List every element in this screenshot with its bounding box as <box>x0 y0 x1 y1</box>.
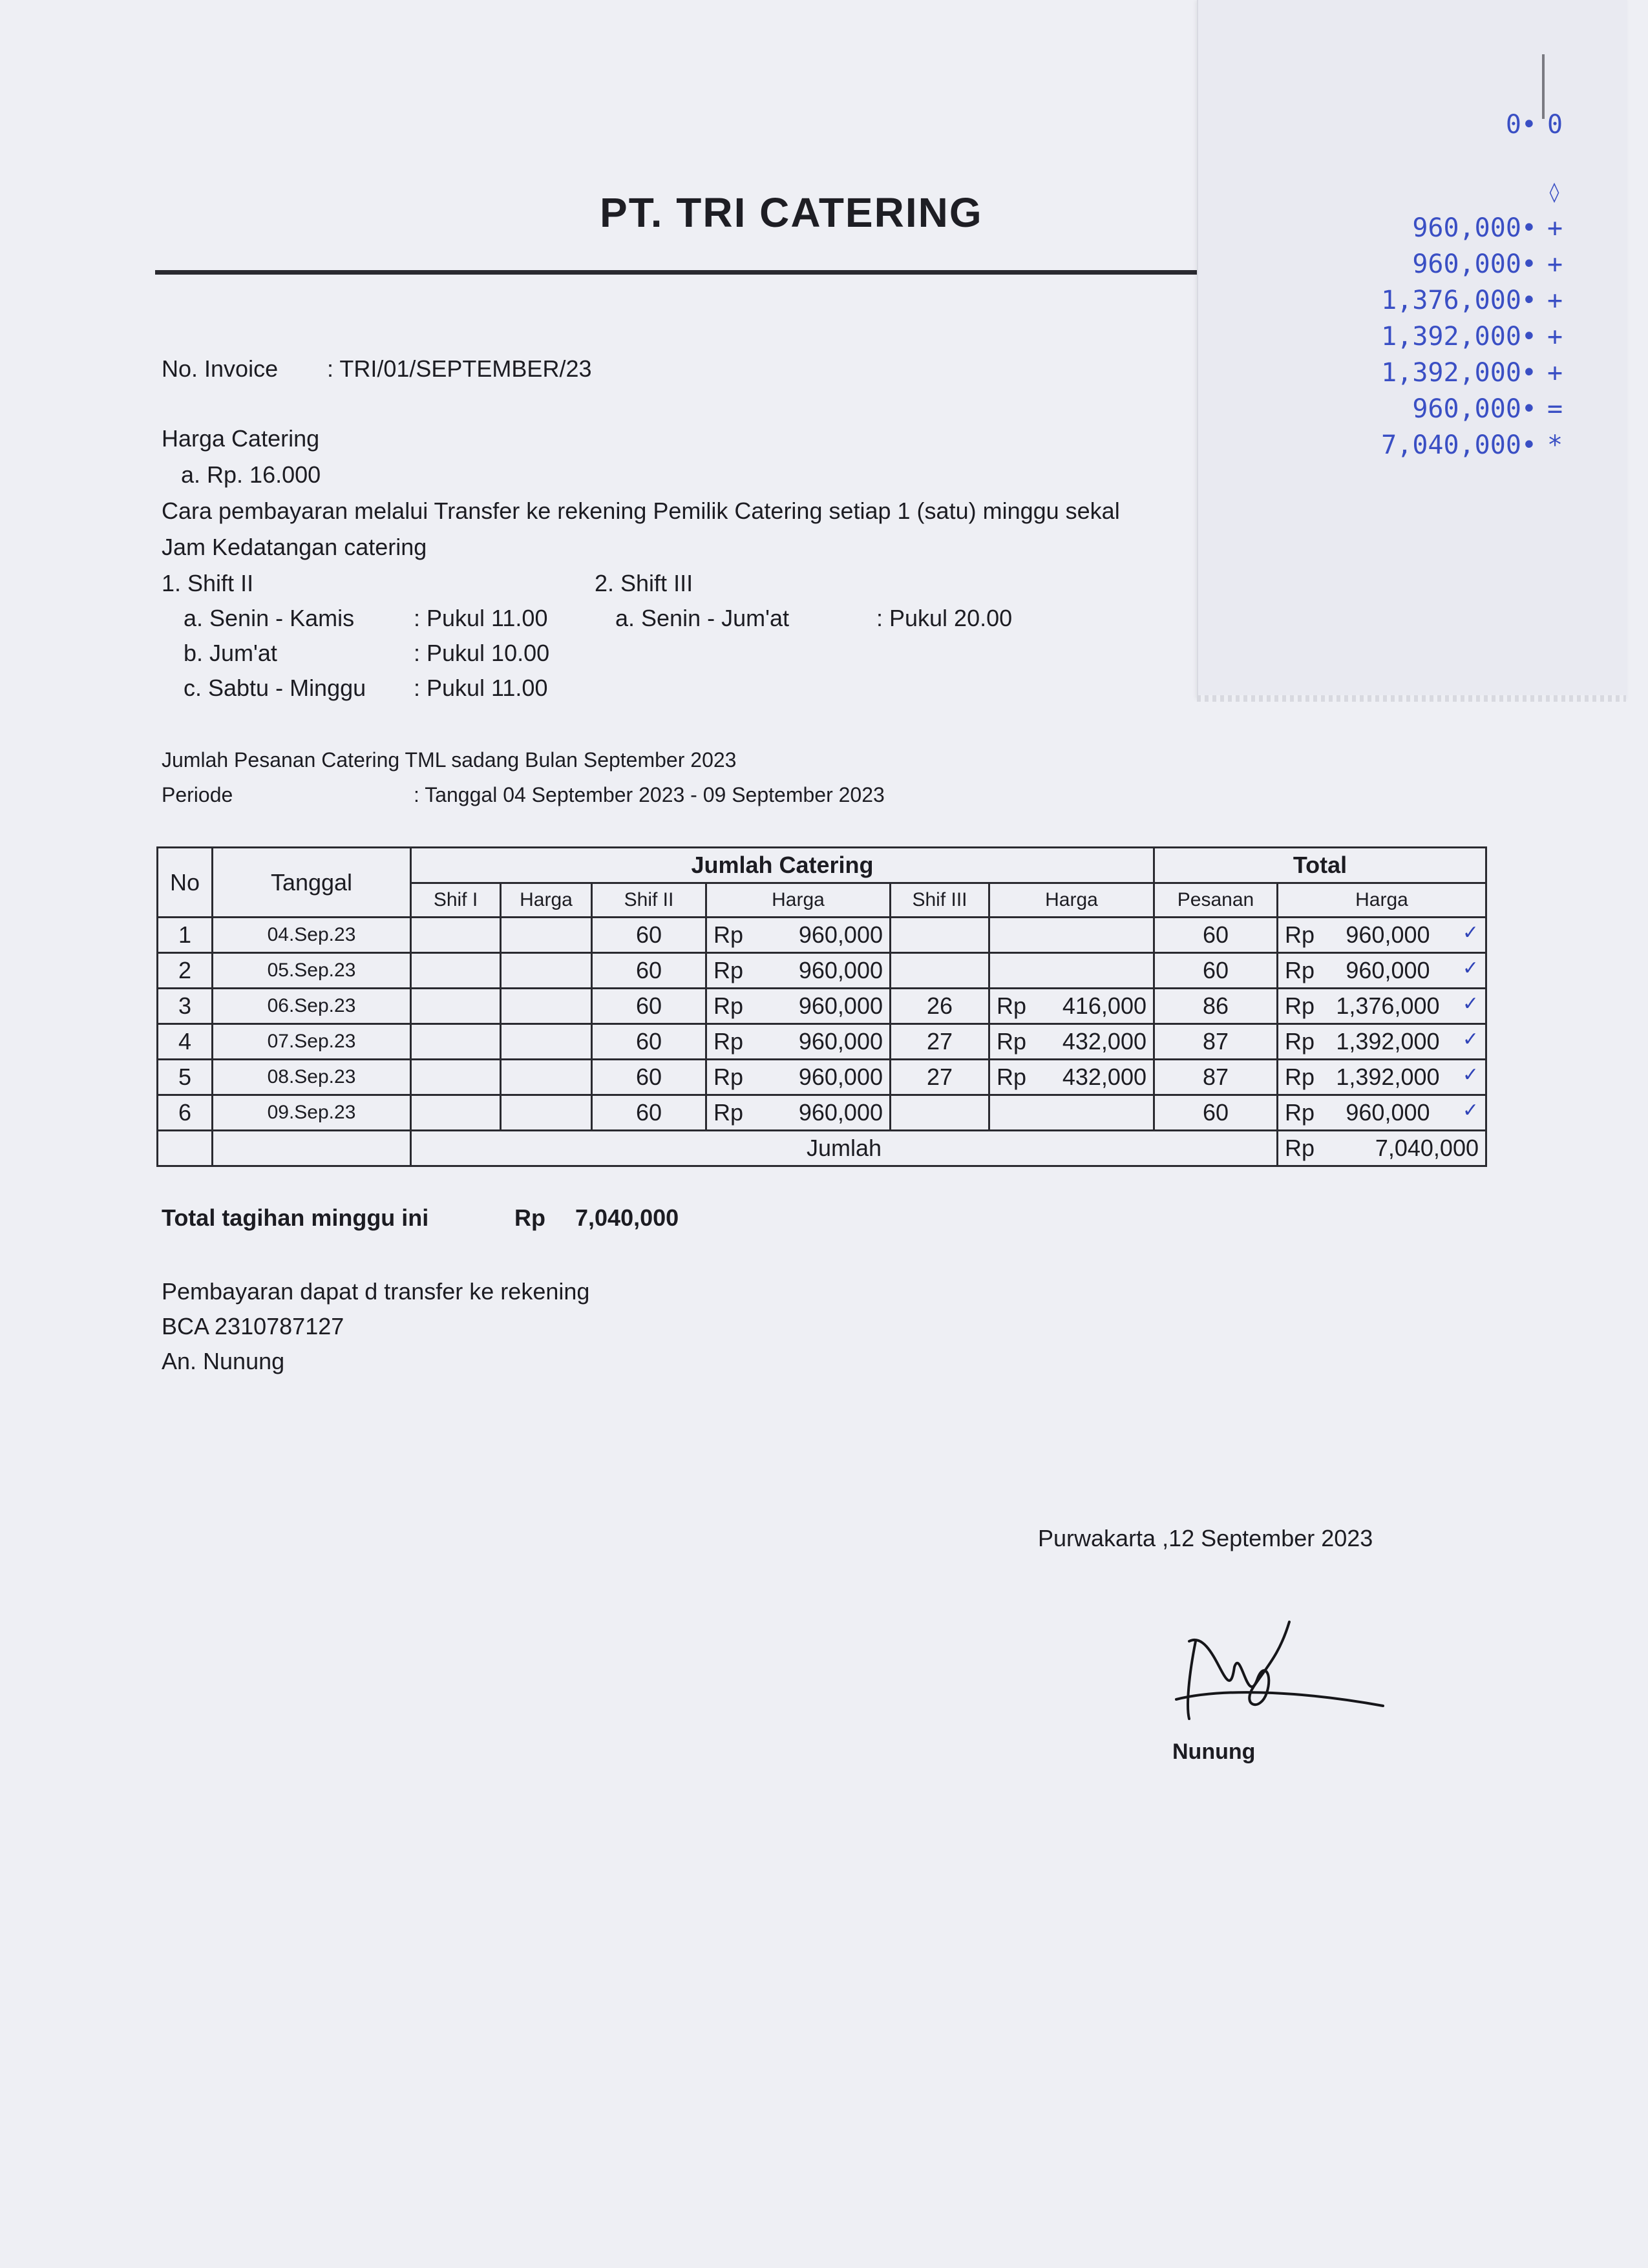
amount-value: 960,000 <box>798 957 883 983</box>
row-total <box>1278 989 1486 1024</box>
currency-label: Rp <box>713 1028 744 1055</box>
price-item: a. Rp. 16.000 <box>181 461 321 488</box>
company-name: PT. TRI CATERING <box>600 189 983 236</box>
shift2-title: 1. Shift II <box>162 570 254 596</box>
row-harga1 <box>501 989 592 1024</box>
amount-value: 432,000 <box>1062 1028 1146 1055</box>
col-header-jumlah-catering: Jumlah Catering <box>411 848 1154 883</box>
row-shif3 <box>891 953 989 989</box>
shift2-time: : Pukul 11.00 <box>414 675 548 701</box>
row-shif1 <box>411 1060 501 1095</box>
transfer-line: Pembayaran dapat d transfer ke rekening <box>162 1278 590 1305</box>
row-harga1 <box>501 1060 592 1095</box>
receipt-mark: + <box>1547 358 1563 388</box>
receipt-mark: + <box>1547 249 1563 279</box>
amount-value: 960,000 <box>798 1099 883 1126</box>
amount-value: 960,000 <box>798 921 883 948</box>
col-header-harga1: Harga <box>501 883 592 918</box>
account-holder: An. Nunung <box>162 1348 285 1374</box>
shift2-day: b. Jum'at <box>184 640 277 666</box>
catering-table <box>156 846 1487 1167</box>
currency-label: Rp <box>1285 1028 1315 1055</box>
table-row <box>158 1060 1486 1095</box>
period-value: : Tanggal 04 September 2023 - 09 September 2023 <box>414 783 885 806</box>
check-mark-icon: ✓ <box>1462 1029 1479 1050</box>
row-pesanan: 87 <box>1154 1060 1278 1095</box>
row-shif1 <box>411 989 501 1024</box>
table-row <box>158 989 1486 1024</box>
grand-total-value: 7,040,000 <box>1375 1135 1479 1161</box>
currency-label: Rp <box>713 957 744 983</box>
row-harga3 <box>989 953 1154 989</box>
row-harga2 <box>706 1095 891 1131</box>
receipt-mark: + <box>1547 213 1563 243</box>
col-header-harga3: Harga <box>989 883 1154 918</box>
row-shif3: 27 <box>891 1060 989 1095</box>
paper-tear-mark <box>1542 54 1545 119</box>
row-harga2 <box>706 1060 891 1095</box>
amount-value: 960,000 <box>798 992 883 1019</box>
receipt-total-line: 7,040,000• <box>1381 430 1537 460</box>
price-heading: Harga Catering <box>162 425 320 452</box>
row-harga2 <box>706 1024 891 1060</box>
amount-value: 432,000 <box>1062 1064 1146 1090</box>
bank-account: BCA 2310787127 <box>162 1313 344 1339</box>
arrival-heading: Jam Kedatangan catering <box>162 534 427 560</box>
col-header-shif2: Shif II <box>592 883 706 918</box>
row-harga1 <box>501 1024 592 1060</box>
receipt-line: 1,376,000• <box>1381 286 1537 315</box>
period-label: Periode <box>162 783 233 806</box>
summary-line: Jumlah Pesanan Catering TML sadang Bulan September 2023 <box>162 748 737 772</box>
receipt-line: 0• <box>1505 110 1537 140</box>
shift2-time: : Pukul 10.00 <box>414 640 550 666</box>
row-harga2 <box>706 989 891 1024</box>
row-pesanan: 60 <box>1154 918 1278 953</box>
currency-label: Rp <box>713 921 744 948</box>
currency-label: Rp <box>1285 1064 1315 1090</box>
row-harga3 <box>989 918 1154 953</box>
header-rule <box>155 270 1202 275</box>
check-mark-icon: ✓ <box>1462 1064 1479 1086</box>
row-no: 1 <box>158 918 213 953</box>
row-no: 5 <box>158 1060 213 1095</box>
row-pesanan: 60 <box>1154 953 1278 989</box>
shift3-day: a. Senin - Jum'at <box>615 605 789 631</box>
row-shif3: 27 <box>891 1024 989 1060</box>
receipt-mark: + <box>1547 286 1563 315</box>
row-shif1 <box>411 1024 501 1060</box>
table-row <box>158 953 1486 989</box>
receipt-mark: + <box>1547 322 1563 352</box>
row-shif2: 60 <box>592 953 706 989</box>
col-header-tanggal: Tanggal <box>213 848 411 918</box>
row-total <box>1278 918 1486 953</box>
row-shif2: 60 <box>592 1095 706 1131</box>
row-date: 07.Sep.23 <box>213 1024 411 1060</box>
currency-label: Rp <box>1285 1099 1315 1126</box>
receipt-mark: * <box>1547 430 1563 460</box>
amount-value: 960,000 <box>798 1028 883 1055</box>
row-shif2: 60 <box>592 989 706 1024</box>
row-no: 2 <box>158 953 213 989</box>
row-pesanan: 86 <box>1154 989 1278 1024</box>
invoice-number: : TRI/01/SEPTEMBER/23 <box>327 355 592 382</box>
shift2-time: : Pukul 11.00 <box>414 605 548 631</box>
check-mark-icon: ✓ <box>1462 993 1479 1014</box>
currency-label: Rp <box>1285 1135 1315 1161</box>
signer-name: Nunung <box>1172 1739 1256 1764</box>
jumlah-row-empty <box>213 1131 411 1166</box>
row-total <box>1278 1095 1486 1131</box>
shift3-title: 2. Shift III <box>595 570 693 596</box>
row-no: 4 <box>158 1024 213 1060</box>
total-bill-currency: Rp <box>514 1204 545 1231</box>
receipt-mark: = <box>1547 394 1563 424</box>
currency-label: Rp <box>713 992 744 1019</box>
currency-label: Rp <box>997 1064 1027 1090</box>
row-harga3 <box>989 1095 1154 1131</box>
table-row <box>158 1024 1486 1060</box>
row-shif2: 60 <box>592 918 706 953</box>
receipt-line: 1,392,000• <box>1381 322 1537 352</box>
amount-value: 960,000 <box>1346 957 1430 983</box>
amount-value: 960,000 <box>1346 921 1430 948</box>
col-header-no: No <box>158 848 213 918</box>
amount-value: 960,000 <box>798 1064 883 1090</box>
row-harga3 <box>989 1024 1154 1060</box>
currency-label: Rp <box>1285 921 1315 948</box>
col-header-shif1: Shif I <box>411 883 501 918</box>
currency-label: Rp <box>997 1028 1027 1055</box>
shift3-time: : Pukul 20.00 <box>876 605 1013 631</box>
row-pesanan: 87 <box>1154 1024 1278 1060</box>
row-shif1 <box>411 1095 501 1131</box>
table-row <box>158 1095 1486 1131</box>
place-date: Purwakarta ,12 September 2023 <box>1038 1525 1373 1551</box>
invoice-label: No. Invoice <box>162 355 279 382</box>
row-date: 05.Sep.23 <box>213 953 411 989</box>
col-header-harga2: Harga <box>706 883 891 918</box>
row-harga2 <box>706 918 891 953</box>
receipt-line: 960,000• <box>1412 249 1537 279</box>
row-harga1 <box>501 1095 592 1131</box>
jumlah-row-empty <box>158 1131 213 1166</box>
amount-value: 960,000 <box>1346 1099 1430 1126</box>
amount-value: 1,392,000 <box>1336 1028 1440 1055</box>
amount-value: 1,376,000 <box>1336 992 1440 1019</box>
row-shif3 <box>891 1095 989 1131</box>
currency-label: Rp <box>1285 992 1315 1019</box>
row-harga3 <box>989 1060 1154 1095</box>
row-total <box>1278 1024 1486 1060</box>
row-shif3: 26 <box>891 989 989 1024</box>
signature-image <box>1150 1615 1396 1732</box>
col-header-harga-total: Harga <box>1278 883 1486 918</box>
row-harga1 <box>501 918 592 953</box>
amount-value: 416,000 <box>1062 992 1146 1019</box>
currency-label: Rp <box>713 1099 744 1126</box>
receipt-line: 1,392,000• <box>1381 358 1537 388</box>
jumlah-label: Jumlah <box>411 1131 1278 1166</box>
grand-total-cell <box>1278 1131 1486 1166</box>
payment-note: Cara pembayaran melalui Transfer ke rekening Pemilik Catering setiap 1 (satu) minggu sekal <box>162 498 1120 524</box>
row-shif1 <box>411 918 501 953</box>
row-date: 09.Sep.23 <box>213 1095 411 1131</box>
receipt-mark: ◊ <box>1548 181 1561 204</box>
row-total <box>1278 953 1486 989</box>
row-shif3 <box>891 918 989 953</box>
total-bill-value: 7,040,000 <box>575 1204 679 1231</box>
check-mark-icon: ✓ <box>1462 1100 1479 1121</box>
row-date: 06.Sep.23 <box>213 989 411 1024</box>
row-pesanan: 60 <box>1154 1095 1278 1131</box>
row-no: 3 <box>158 989 213 1024</box>
shift2-day: c. Sabtu - Minggu <box>184 675 366 701</box>
receipt-torn-edge <box>1197 695 1626 702</box>
row-harga1 <box>501 953 592 989</box>
row-date: 08.Sep.23 <box>213 1060 411 1095</box>
currency-label: Rp <box>1285 957 1315 983</box>
check-mark-icon: ✓ <box>1462 958 1479 979</box>
row-date: 04.Sep.23 <box>213 918 411 953</box>
shift2-day: a. Senin - Kamis <box>184 605 355 631</box>
col-header-total: Total <box>1154 848 1486 883</box>
check-mark-icon: ✓ <box>1462 922 1479 943</box>
amount-value: 1,392,000 <box>1336 1064 1440 1090</box>
row-total <box>1278 1060 1486 1095</box>
table-row <box>158 918 1486 953</box>
receipt-mark: 0 <box>1547 110 1563 140</box>
row-shif2: 60 <box>592 1060 706 1095</box>
row-shif2: 60 <box>592 1024 706 1060</box>
col-header-shif3: Shif III <box>891 883 989 918</box>
receipt-line: 960,000• <box>1412 394 1537 424</box>
currency-label: Rp <box>713 1064 744 1090</box>
row-no: 6 <box>158 1095 213 1131</box>
row-harga2 <box>706 953 891 989</box>
row-harga3 <box>989 989 1154 1024</box>
currency-label: Rp <box>997 992 1027 1019</box>
total-bill-label: Total tagihan minggu ini <box>162 1204 429 1231</box>
receipt-line: 960,000• <box>1412 213 1537 243</box>
row-shif1 <box>411 953 501 989</box>
col-header-pesanan: Pesanan <box>1154 883 1278 918</box>
adding-machine-receipt <box>1197 0 1627 699</box>
